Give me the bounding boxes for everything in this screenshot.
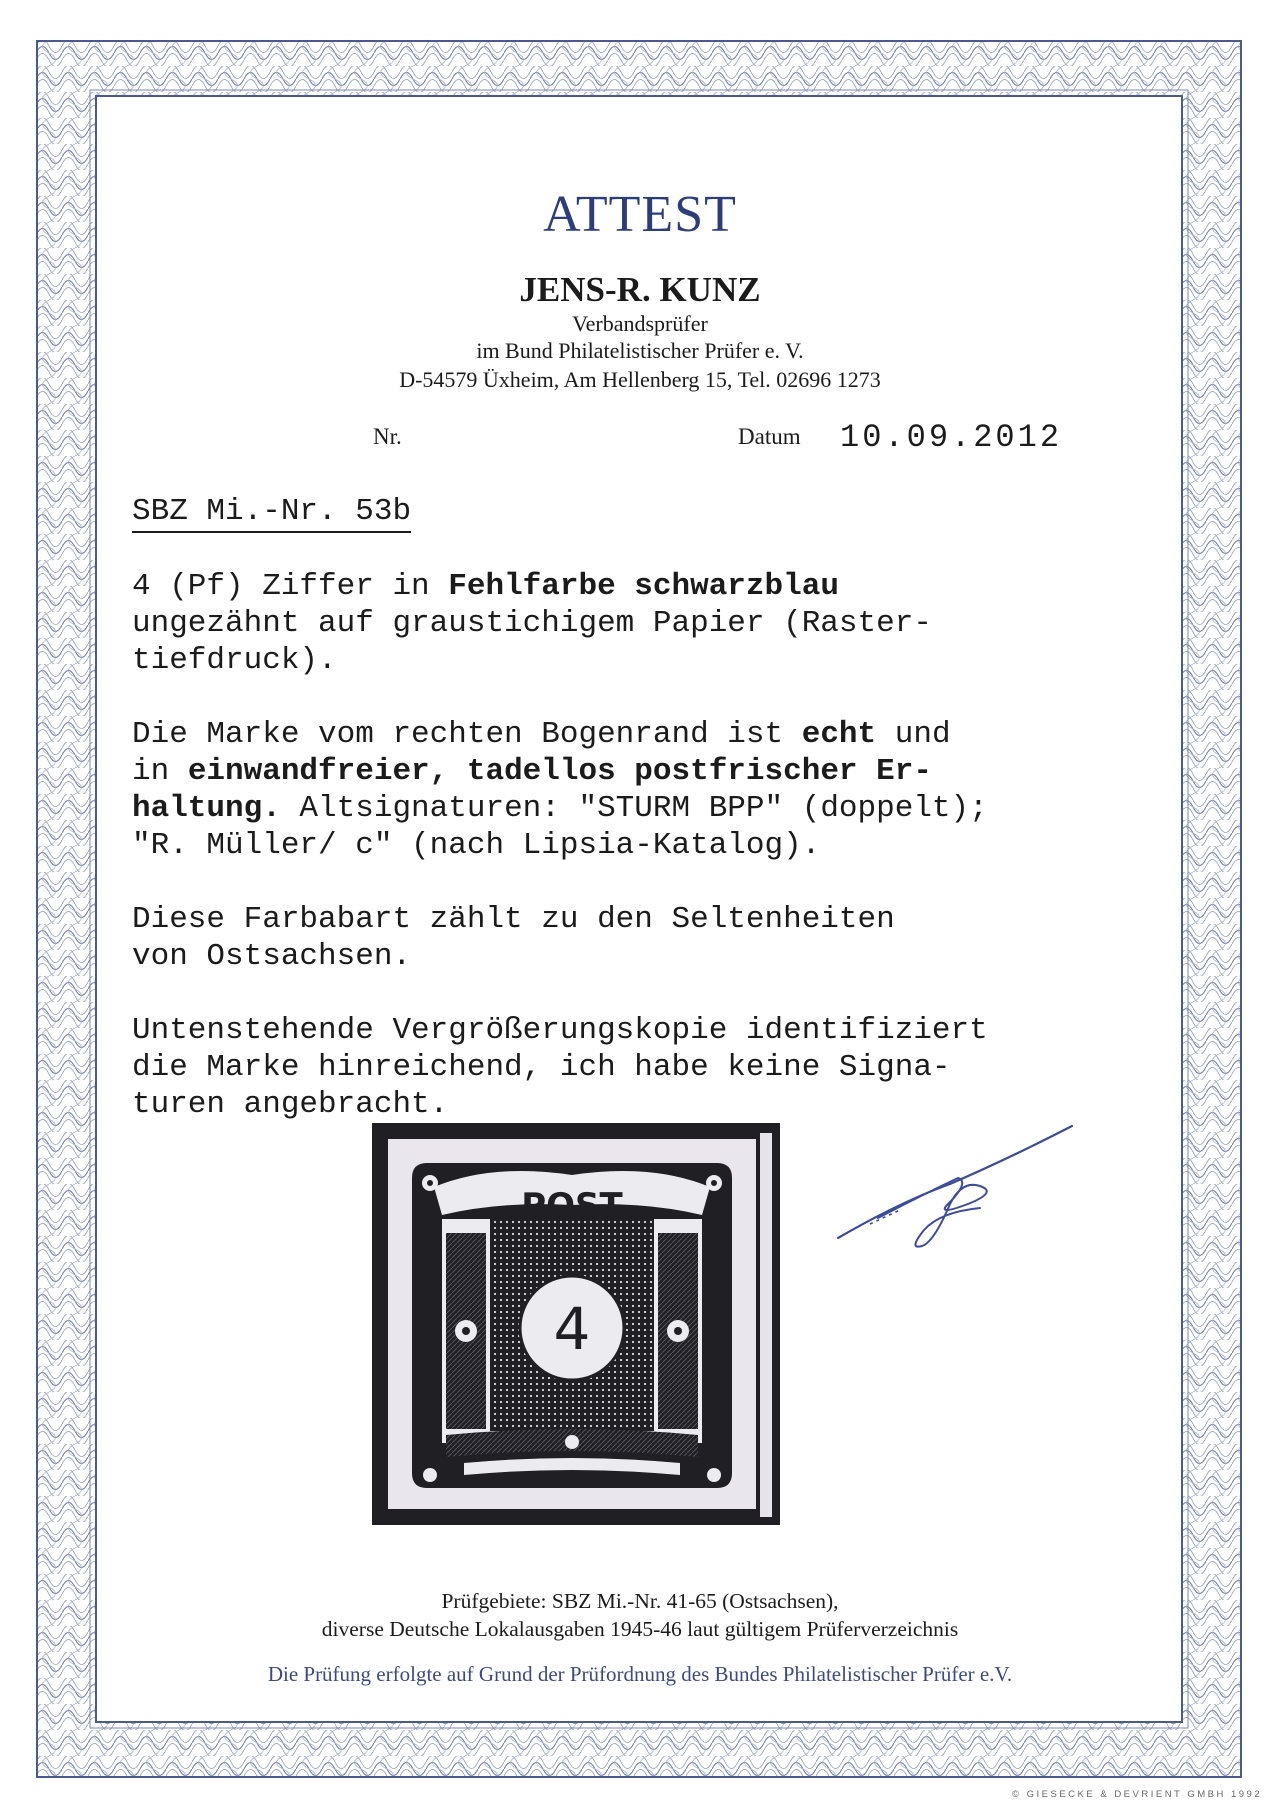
text-run: und xyxy=(876,717,951,752)
examiner-name: JENS-R. KUNZ xyxy=(519,270,761,309)
stamp-label: POST xyxy=(521,1186,623,1226)
examiner-association: im Bund Philatelistischer Prüfer e. V. xyxy=(476,338,804,363)
printer-imprint: © GIESECKE & DEVRIENT GMBH 1992 xyxy=(1012,1789,1263,1800)
bold-text-run: haltung. xyxy=(132,791,281,826)
stamp-graphic xyxy=(372,1123,780,1525)
datum-value: 10.09.2012 xyxy=(840,419,1063,456)
stamp-value: 4 xyxy=(553,1295,591,1363)
text-run: Untenstehende Vergrößerungskopie identifiziert xyxy=(132,1013,988,1048)
text-run: Die Marke vom rechten Bogenrand ist xyxy=(132,717,802,752)
bold-text-run: einwandfreier, tadellos postfrischer Er- xyxy=(187,754,932,789)
certificate-title: ATTEST xyxy=(543,186,737,243)
text-run: turen angebracht. xyxy=(132,1087,449,1122)
text-run: 4 (Pf) Ziffer in xyxy=(132,569,449,604)
examiner-address: D-54579 Üxheim, Am Hellenberg 15, Tel. 02696 1273 xyxy=(399,367,881,392)
text-run: "R. Müller/ c" (nach Lipsia-Katalog). xyxy=(132,828,821,863)
text-run: Altsignaturen: "STURM BPP" (doppelt); xyxy=(280,791,988,826)
text-run: ungezähnt auf graustichigem Papier (Raster- xyxy=(132,606,932,641)
description-paragraph-1 xyxy=(132,568,932,679)
text-run: Diese Farbabart zählt zu den Seltenheiten xyxy=(132,902,895,937)
bold-text-run: Fehlfarbe schwarzblau xyxy=(448,569,839,604)
stamp-image xyxy=(372,1123,780,1525)
catalog-reference: SBZ Mi.-Nr. 53b xyxy=(132,494,411,533)
examiner-role: Verbandsprüfer xyxy=(572,311,708,336)
footer-regulation-note: Die Prüfung erfolgte auf Grund der Prüfordnung des Bundes Philatelistischer Prüfer e.V. xyxy=(267,1662,1013,1686)
examiner-signature xyxy=(830,1112,1082,1264)
description-paragraph-4 xyxy=(132,1012,988,1123)
datum-label: Datum xyxy=(738,424,801,449)
text-run: tiefdruck). xyxy=(132,643,337,678)
text-run: von Ostsachsen. xyxy=(132,939,412,974)
text-run: in xyxy=(132,754,188,789)
text-run: die Marke hinreichend, ich habe keine Signa- xyxy=(132,1050,951,1085)
footer-examination-area: Prüfgebiete: SBZ Mi.-Nr. 41-65 (Ostsachsen), xyxy=(441,1589,839,1613)
footer-local-issues: diverse Deutsche Lokalausgaben 1945-46 laut gültigem Prüferverzeichnis xyxy=(321,1617,959,1641)
bold-text-run: echt xyxy=(801,717,877,752)
nr-label: Nr. xyxy=(373,424,402,449)
description-paragraph-2 xyxy=(132,716,988,864)
description-paragraph-3 xyxy=(132,901,895,975)
